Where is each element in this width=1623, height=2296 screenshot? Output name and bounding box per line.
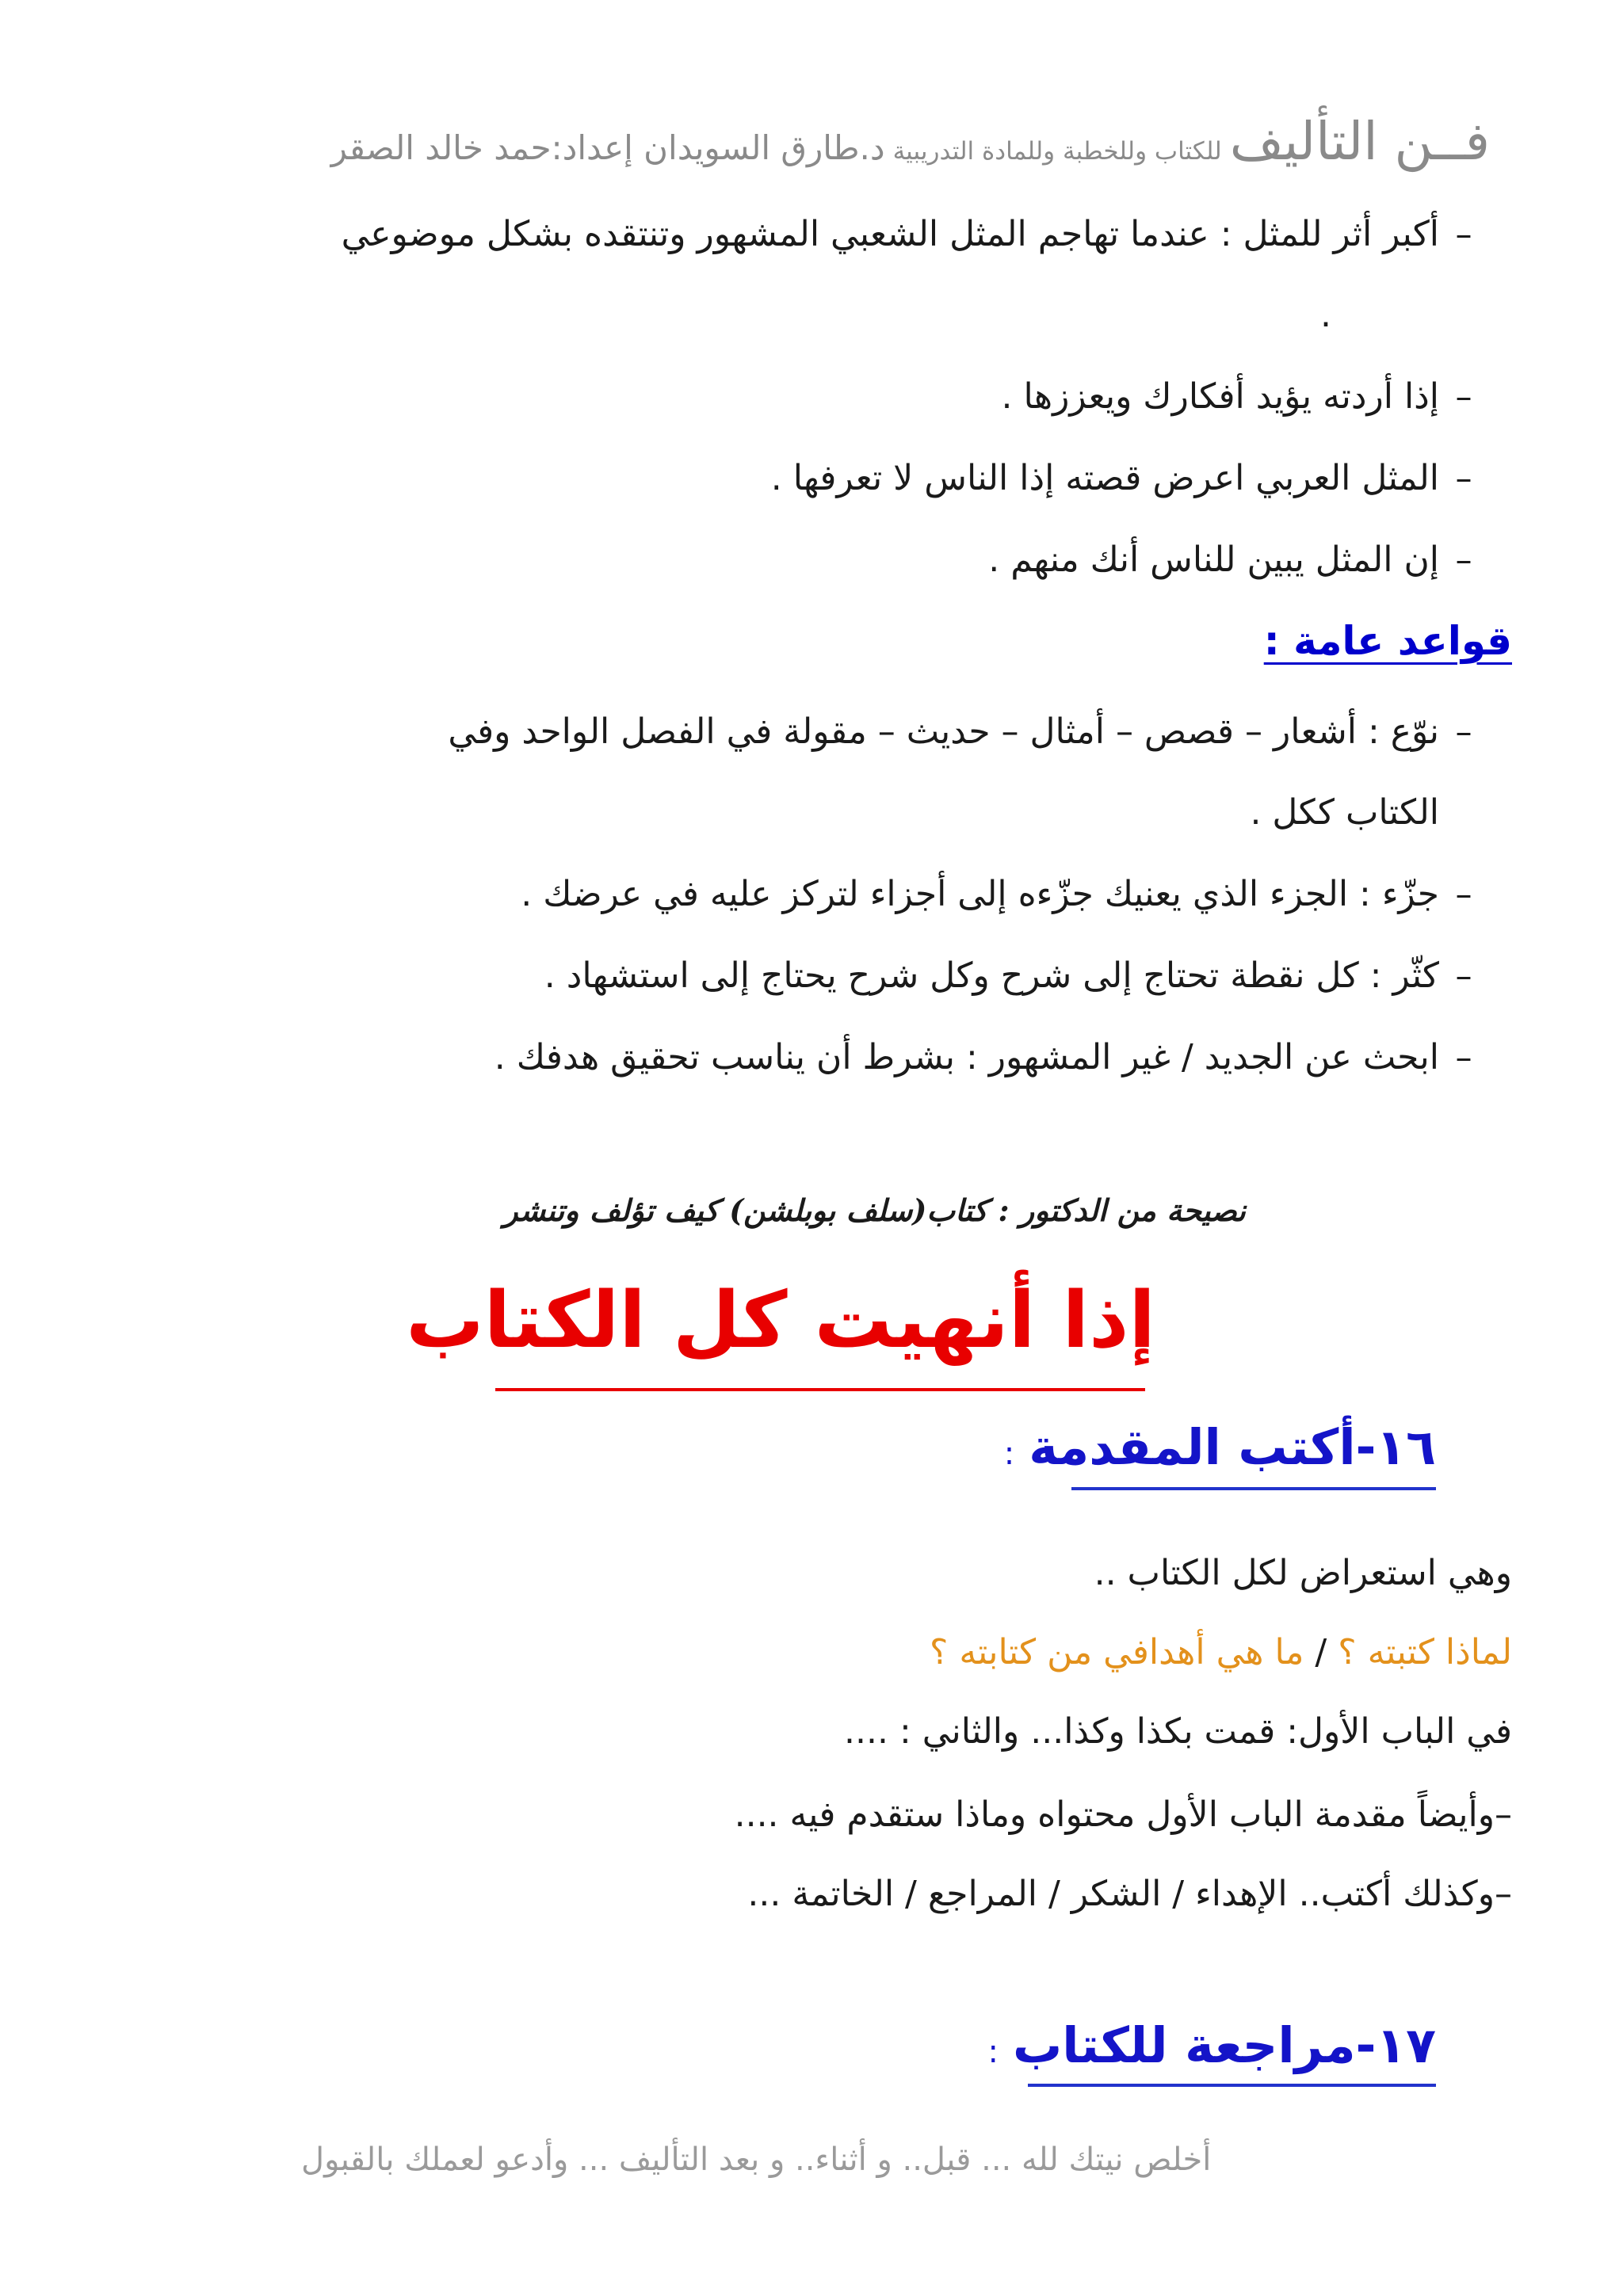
list-item <box>342 214 1488 254</box>
list-item-text: المثل العربي اعرض قصته إذا الناس لا تعرفها . <box>770 458 1439 498</box>
list-item-text: إن المثل يبين للناس أنك منهم . <box>988 540 1439 580</box>
bullet-dash: – <box>1455 540 1472 579</box>
list-item-continuation: الكتاب ككل . <box>1250 792 1439 833</box>
header-subtitle: للكتاب وللخطبة وللمادة التدريبية <box>892 137 1222 166</box>
bullet-dash: – <box>1455 956 1472 995</box>
list-item <box>771 458 1488 498</box>
list-item <box>521 874 1488 914</box>
bullet-dash: – <box>1455 377 1472 416</box>
list-item-text: كثّر : كل نقطة تحتاج إلى شرح وكل شرح يحتاج إلى استشهاد . <box>544 955 1439 996</box>
list-item <box>1001 376 1488 417</box>
section-16-line-1: وهي استعراض لكل الكتاب .. <box>1094 1553 1512 1593</box>
list-item <box>544 955 1488 996</box>
big-heading: إذا أنهيت كل الكتاب <box>406 1276 1155 1366</box>
list-item-text: إذا أردته يؤيد أفكارك ويعززها . <box>1001 376 1439 417</box>
bullet-dash: – <box>1455 875 1472 913</box>
bullet-dash: – <box>1455 215 1472 254</box>
section-16-line-4: –وأيضاً مقدمة الباب الأول محتواه وماذا ستقدم فيه .... <box>734 1794 1512 1835</box>
header-title: فــن التأليف <box>1229 111 1490 172</box>
section-16-line-2 <box>930 1632 1512 1672</box>
list-item-text: ابحث عن الجديد / غير المشهور : بشرط أن يناسب تحقيق هدفك . <box>494 1037 1439 1077</box>
section-16-line-5: –وكذلك أكتب.. الإهداء / الشكر / المراجع / الخاتمة ... <box>747 1874 1512 1914</box>
list-item-text: أكبر أثر للمثل : عندما تهاجم المثل الشعبي المشهور وتنتقده بشكل موضوعي <box>341 214 1439 254</box>
section-17-title-text: ١٧-مراجعة للكتاب <box>1012 2016 1436 2074</box>
section-16-title <box>1004 1418 1436 1476</box>
section-17-title <box>987 2016 1436 2074</box>
list-item-text: نوّع : أشعار – قصص – أمثال – حديث – مقولة في الفصل الواحد وفي <box>448 711 1439 752</box>
section-17-colon: : <box>987 2034 999 2070</box>
advice-line: نصيحة من الدكتور : كتاب(سلف بوبلشن) كيف تؤلف وتنشر <box>503 1192 1246 1228</box>
section-16-underline <box>1071 1487 1436 1490</box>
bullet-dash: – <box>1455 712 1472 751</box>
question-goals: ما هي أهدافي من كتابته ؟ <box>930 1632 1304 1672</box>
question-why: لماذا كتبته ؟ <box>1338 1632 1512 1672</box>
section-16-colon: : <box>1003 1436 1015 1472</box>
section-16-line-3: في الباب الأول: قمت بكذا وكذا... والثاني : .... <box>844 1711 1512 1752</box>
list-item-text: جزّء : الجزء الذي يعنيك جزّءه إلى أجزاء لتركز عليه في عرضك . <box>521 874 1439 914</box>
section-16-title-text: ١٦-أكتب المقدمة <box>1029 1418 1436 1476</box>
header-author: د.طارق السويدان إعداد:حمد خالد الصقر <box>330 128 885 167</box>
footer-text: أخلص نيتك لله ... قبل.. و أثناء.. و بعد التأليف ... وأدعو لعملك بالقبول <box>301 2142 1212 2178</box>
big-heading-underline <box>495 1388 1145 1391</box>
bullet-dash: – <box>1455 1038 1472 1077</box>
page-header <box>331 111 1490 172</box>
list-item-continuation: . <box>1320 295 1331 335</box>
question-separator: / <box>1304 1632 1338 1672</box>
list-item <box>495 1037 1488 1077</box>
bullet-dash: – <box>1455 459 1472 498</box>
section-17-underline <box>1028 2084 1436 2087</box>
list-item <box>988 540 1488 580</box>
list-item <box>448 711 1488 752</box>
general-rules-heading: قواعد عامة : <box>1263 618 1512 664</box>
